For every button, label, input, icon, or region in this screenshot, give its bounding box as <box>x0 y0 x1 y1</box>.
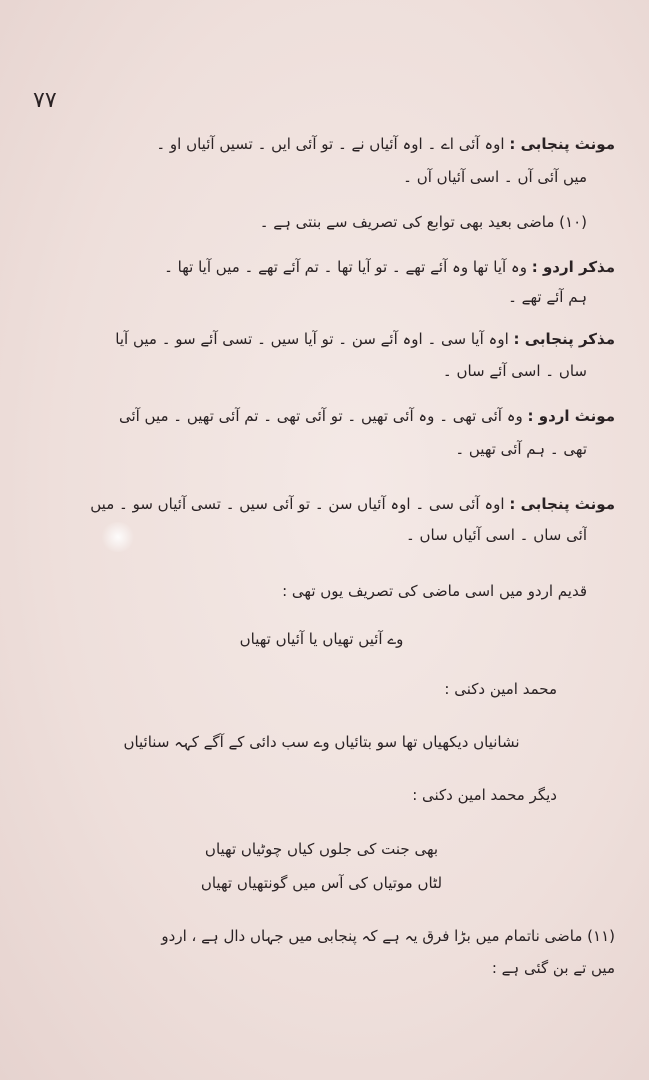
verse-line <box>28 872 615 894</box>
line-text: (۱۱) ماضی ناتمام میں بڑا فرق یہ ہے کہ پنجابی میں جہاں دال ہے ، اردو <box>161 927 615 945</box>
line-text: بھی جنت کی جلوں کیاں چوٹیاں تھیاں <box>204 840 439 858</box>
line-text: میں آئی آں ۔ اسی آئیاں آں ۔ <box>403 168 587 186</box>
line-label: مذکر پنجابی : <box>513 330 615 348</box>
line-text: وہ آئی تھی ۔ وہ آئی تھیں ۔ تو آئی تھی ۔ تم آئی تھیں ۔ میں آئی <box>118 407 523 425</box>
text-line <box>28 360 587 382</box>
poet-heading <box>28 678 557 700</box>
line-text: وے آئیں تھیاں یا آئیاں تھیاں <box>239 630 404 648</box>
line-text: ہم آئے تھے ۔ <box>508 288 587 306</box>
text-line <box>28 286 587 308</box>
text-line <box>28 580 587 602</box>
line-label: مذکر اردو : <box>531 258 615 276</box>
line-label: مونث پنجابی : <box>509 495 615 513</box>
text-line <box>28 925 615 947</box>
text-line <box>28 524 587 546</box>
text-line <box>28 493 615 515</box>
text-line <box>28 166 587 188</box>
line-text: قدیم اردو میں اسی ماضی کی تصریف یوں تھی : <box>282 582 587 600</box>
line-text: اوہ آئی اے ۔ اوہ آئیاں نے ۔ تو آئی ایں ۔ تسیں آئیاں او ۔ <box>156 135 505 153</box>
line-text: لٹاں موتیاں کی آس میں گونتھیاں تھیاں <box>200 874 443 892</box>
line-text: دیگر محمد امین دکنی : <box>412 786 557 804</box>
line-text: تھی ۔ ہم آئی تھیں ۔ <box>455 440 587 458</box>
text-line <box>28 211 587 233</box>
text-line <box>28 957 615 979</box>
line-text: محمد امین دکنی : <box>444 680 557 698</box>
line-text: اوہ آئی سی ۔ اوہ آئیاں سن ۔ تو آئی سیں ۔ تسی آئیاں سو ۔ میں <box>90 495 505 513</box>
verse-line <box>28 731 615 753</box>
text-line <box>28 328 615 350</box>
poet-heading <box>28 784 557 806</box>
page-number: ۷۷ <box>33 88 57 113</box>
line-text: میں تے بن گئی ہے : <box>491 959 615 977</box>
line-label: مونث اردو : <box>527 407 615 425</box>
line-text: (۱۰) ماضی بعید بھی توابع کی تصریف سے بنتی ہے ۔ <box>259 213 587 231</box>
line-text: اوہ آیا سی ۔ اوہ آئے سن ۔ تو آیا سیں ۔ تسی آئے سو ۔ میں آیا <box>115 330 509 348</box>
line-label: مونث پنجابی : <box>509 135 615 153</box>
verse-line <box>28 838 615 860</box>
line-text: ساں ۔ اسی آئے ساں ۔ <box>442 362 587 380</box>
line-text: وہ آیا تھا وہ آئے تھے ۔ تو آیا تھا ۔ تم آئے تھے ۔ میں آیا تھا ۔ <box>164 258 527 276</box>
text-line <box>28 405 615 427</box>
line-text: آئی ساں ۔ اسی آئیاں ساں ۔ <box>405 526 587 544</box>
verse-line <box>28 628 615 650</box>
text-line <box>28 438 587 460</box>
line-text: نشانیاں دیکھیاں تھا سو بتائیاں وے سب دائی کے آگے کہہ سنائیاں <box>123 733 520 751</box>
text-line <box>28 256 615 278</box>
text-line <box>28 133 615 155</box>
